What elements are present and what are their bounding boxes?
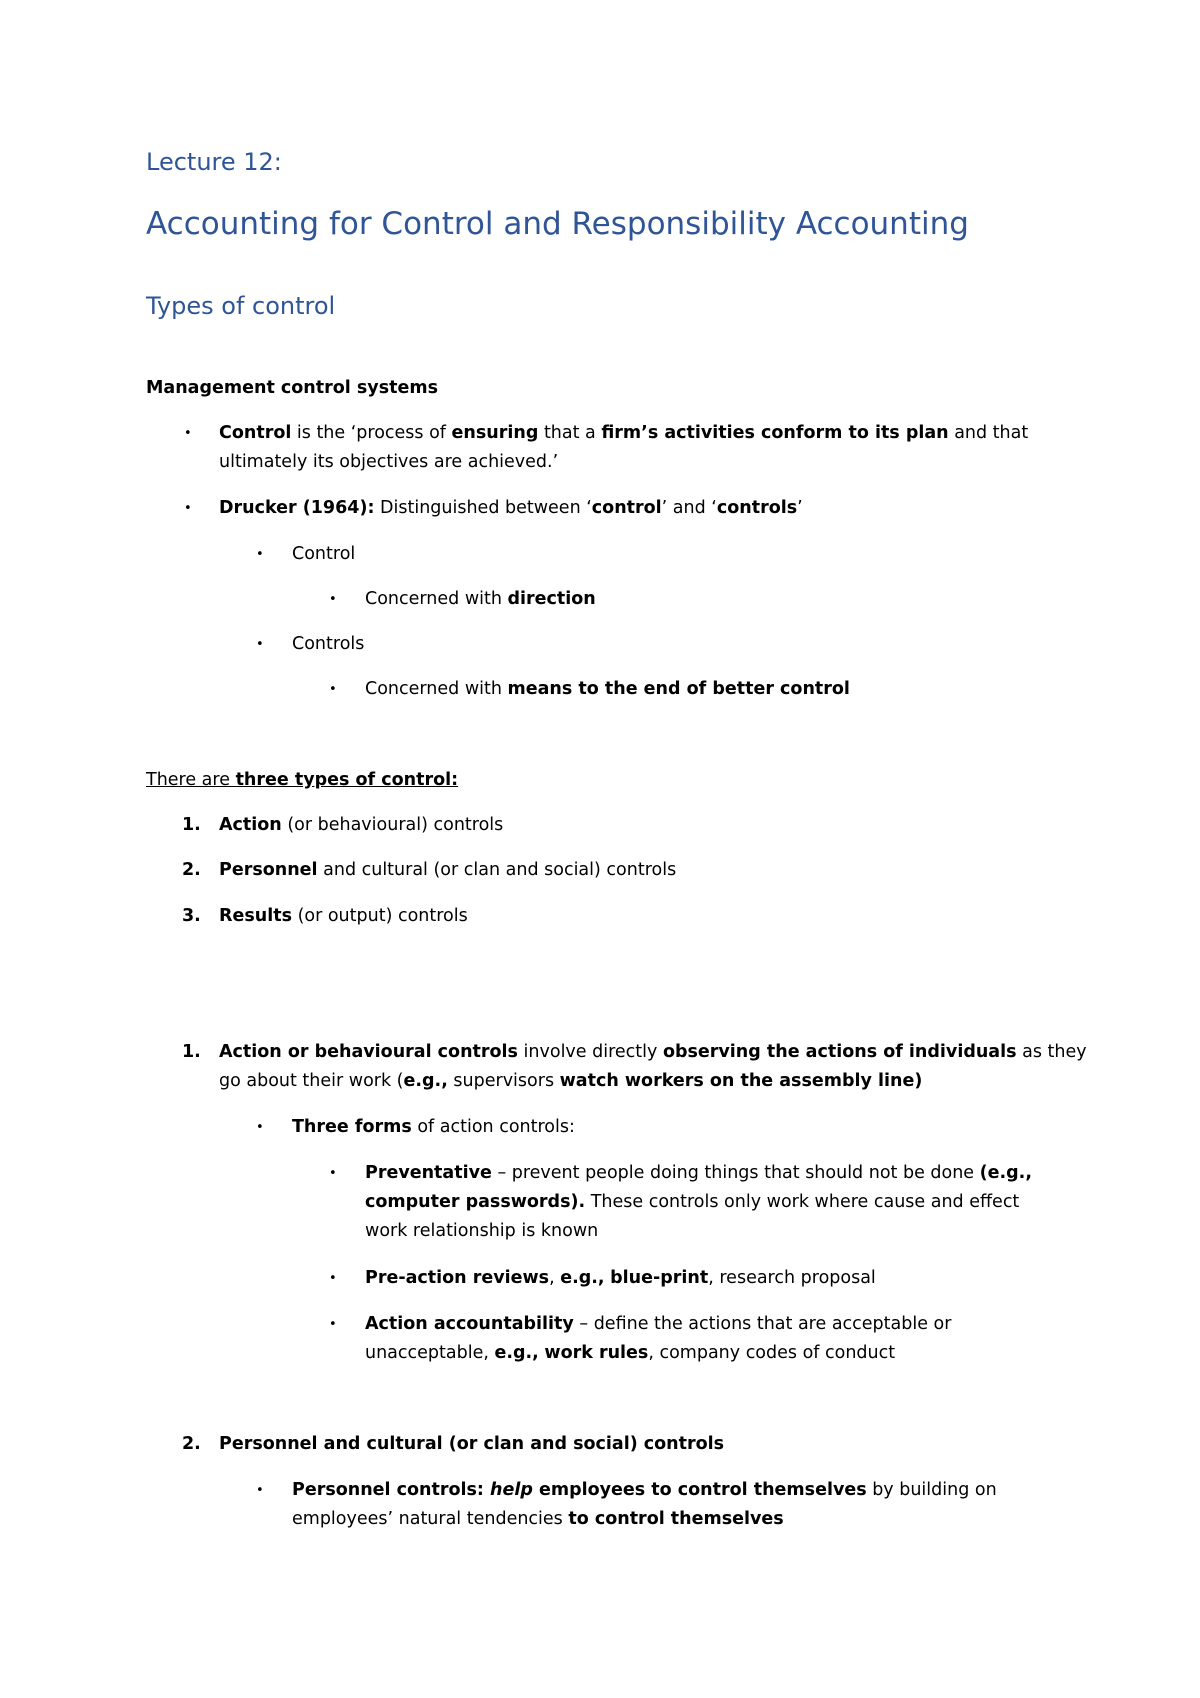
controls-item: Controls — [292, 634, 365, 654]
personnel-heading: Personnel and cultural (or clan and social) controls — [219, 1434, 725, 1454]
personnel-bullet-line-1: Personnel controls: help employees to control themselves by building on — [292, 1480, 997, 1500]
control-item: Control — [292, 544, 356, 564]
personnel-bullet-line-2: employees’ natural tendencies to control themselves — [292, 1509, 784, 1529]
bullet-icon: • — [329, 592, 337, 607]
bullet-icon: • — [329, 682, 337, 697]
control-subitem: Concerned with direction — [365, 589, 596, 609]
list-number: 1. — [182, 1042, 201, 1062]
preventative-line-3: work relationship is known — [365, 1221, 599, 1241]
types-item-personnel: Personnel and cultural (or clan and social) controls — [219, 860, 677, 880]
list-number: 3. — [182, 906, 201, 926]
action-accountability-line-2: unacceptable, e.g., work rules, company codes of conduct — [365, 1343, 896, 1363]
bullet-icon: • — [184, 426, 192, 441]
lecture-label: Lecture 12: — [146, 148, 282, 176]
list-number: 2. — [182, 860, 201, 880]
types-intro: There are three types of control: — [146, 770, 459, 790]
list-number: 2. — [182, 1434, 201, 1454]
document-title: Accounting for Control and Responsibility Accounting — [146, 206, 969, 242]
bullet-icon: • — [256, 637, 264, 652]
section-heading: Types of control — [146, 292, 336, 320]
pre-action-reviews: Pre-action reviews, e.g., blue-print, research proposal — [365, 1268, 876, 1288]
preventative-line-1: Preventative – prevent people doing things that should not be done (e.g., — [365, 1163, 1032, 1183]
action-accountability-line-1: Action accountability – define the actions that are acceptable or — [365, 1314, 952, 1334]
mcs-bullet-2: Drucker (1964): Distinguished between ‘control’ and ‘controls’ — [219, 498, 803, 518]
bullet-icon: • — [329, 1317, 337, 1332]
bullet-icon: • — [256, 1483, 264, 1498]
action-line-2: go about their work (e.g., supervisors watch workers on the assembly line) — [219, 1071, 923, 1091]
bullet-icon: • — [329, 1271, 337, 1286]
mcs-bullet-1-line-2: ultimately its objectives are achieved.’ — [219, 452, 559, 472]
list-number: 1. — [182, 815, 201, 835]
types-item-action: Action (or behavioural) controls — [219, 815, 504, 835]
bullet-icon: • — [256, 547, 264, 562]
bullet-icon: • — [329, 1166, 337, 1181]
action-line-1: Action or behavioural controls involve directly observing the actions of individuals as they — [219, 1042, 1087, 1062]
bullet-icon: • — [256, 1120, 264, 1135]
mcs-bullet-1-line-1: Control is the ‘process of ensuring that a firm’s activities conform to its plan and that — [219, 423, 1029, 443]
mcs-heading: Management control systems — [146, 378, 438, 398]
bullet-icon: • — [184, 501, 192, 516]
preventative-line-2: computer passwords). These controls only work where cause and effect — [365, 1192, 1020, 1212]
controls-subitem: Concerned with means to the end of better control — [365, 679, 850, 699]
types-item-results: Results (or output) controls — [219, 906, 468, 926]
action-forms: Three forms of action controls: — [292, 1117, 575, 1137]
